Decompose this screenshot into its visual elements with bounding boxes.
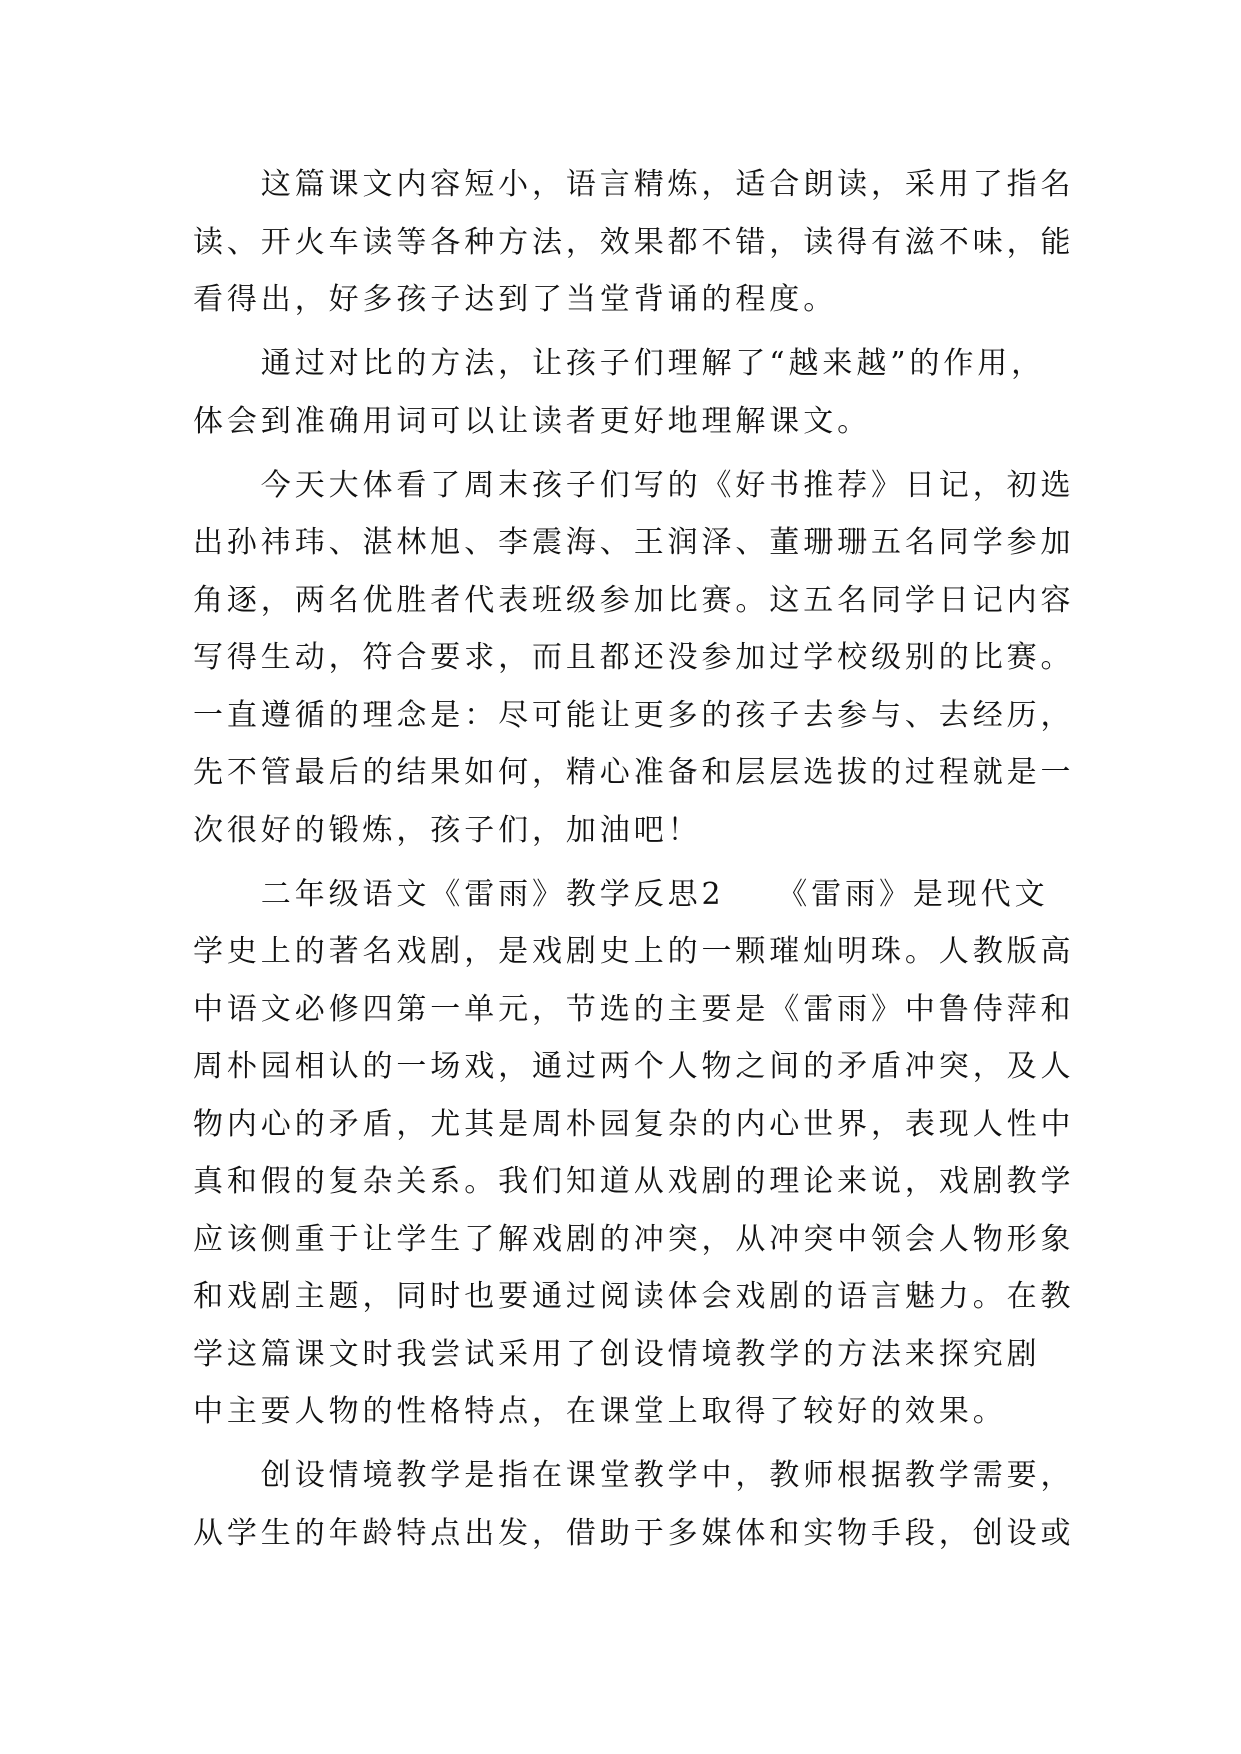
text-line: 这篇课文内容短小，语言精炼，适合朗读，采用了指名 xyxy=(260,167,1075,202)
text-line: 一直遵循的理念是：尽可能让更多的孩子去参与、去经历， xyxy=(193,697,1075,733)
text-line: 次很好的锻炼，孩子们，加油吧！ xyxy=(193,812,702,848)
text-line: 先不管最后的结果如何，精心准备和层层选拔的过程就是一 xyxy=(193,755,1075,790)
text-line: 中主要人物的性格特点，在课堂上取得了较好的效果。 xyxy=(193,1394,1007,1429)
text-line: 出孙祎玮、湛林旭、李震海、王润泽、董珊珊五名同学参加 xyxy=(193,525,1075,560)
text-line: 读、开火车读等各种方法，效果都不错，读得有滋不味，能 xyxy=(193,224,1075,260)
text-line: 体会到准确用词可以让读者更好地理解课文。 xyxy=(193,403,871,439)
text-line: 中语文必修四第一单元，节选的主要是《雷雨》中鲁侍萍和 xyxy=(193,991,1075,1027)
text-line: 应该侧重于让学生了解戏剧的冲突，从冲突中领会人物形象 xyxy=(193,1221,1075,1257)
text-line: 真和假的复杂关系。我们知道从戏剧的理论来说，戏剧教学 xyxy=(193,1164,1075,1199)
text-line: 角逐，两名优胜者代表班级参加比赛。这五名同学日记内容 xyxy=(193,582,1075,618)
section-title-line: 二年级语文《雷雨》教学反思2 《雷雨》是现代文 xyxy=(260,876,1049,912)
paragraph xyxy=(193,335,1241,450)
text-line: 物内心的矛盾，尤其是周朴园复杂的内心世界，表现人性中 xyxy=(193,1106,1075,1142)
text-line: 今天大体看了周末孩子们写的《好书推荐》日记，初选 xyxy=(260,467,1075,503)
paragraph xyxy=(193,156,1241,329)
text-line: 创设情境教学是指在课堂教学中，教师根据教学需要， xyxy=(260,1458,1075,1493)
text-line: 写得生动，符合要求，而且都还没参加过学校级别的比赛。 xyxy=(193,640,1075,675)
text-line: 和戏剧主题，同时也要通过阅读体会戏剧的语言魅力。在教 xyxy=(193,1279,1075,1314)
paragraph xyxy=(193,866,1241,1441)
text-line: 从学生的年龄特点出发，借助于多媒体和实物手段，创设或 xyxy=(193,1515,1075,1551)
text-line: 看得出，好多孩子达到了当堂背诵的程度。 xyxy=(193,282,838,317)
text-line: 周朴园相认的一场戏，通过两个人物之间的矛盾冲突，及人 xyxy=(193,1049,1075,1084)
text-line: 学史上的著名戏剧，是戏剧史上的一颗璀灿明珠。人教版高 xyxy=(193,934,1075,969)
text-line: 学这篇课文时我尝试采用了创设情境教学的方法来探究剧 xyxy=(193,1336,1041,1372)
paragraph xyxy=(193,1447,1241,1562)
text-line: 通过对比的方法，让孩子们理解了“越来越”的作用， xyxy=(260,346,1046,381)
paragraph xyxy=(193,457,1241,860)
